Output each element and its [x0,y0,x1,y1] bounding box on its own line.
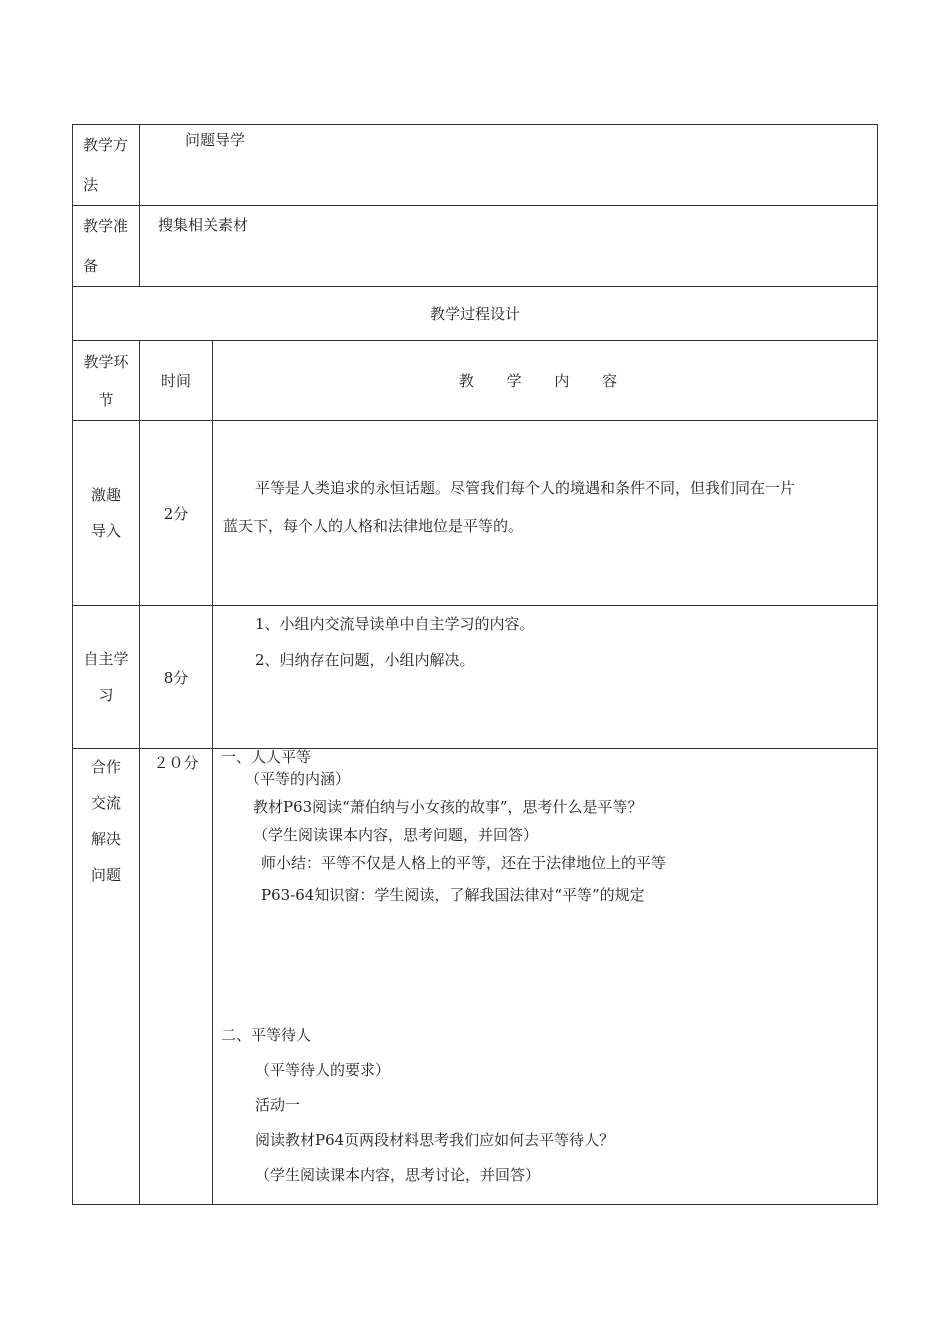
section-1-line-4: 师小结：平等不仅是人格上的平等，还在于法律地位上的平等 [261,854,667,872]
stage-intro-time: 2分 [140,421,213,606]
prep-label-line2: 备 [83,257,99,275]
process-title-row [73,287,878,341]
header-stage-line1: 教学环 [83,352,129,371]
header-content: 教 学 内 容 [213,341,878,421]
stage-coop-content [213,749,878,1205]
stage-coop-line2: 交流 [90,794,121,812]
section-1-line-1: （平等的内涵） [245,770,351,788]
stage-self-line1: 自主学 [83,650,129,668]
stage-self-line2: 习 [98,686,114,704]
stage-row-cooperate [73,749,878,1205]
header-stage-line2: 节 [98,390,114,409]
stage-self-time: 8分 [140,606,213,749]
section-2-line-2: 活动一 [255,1096,301,1114]
section-1-line-2: 教材P63阅读“萧伯纳与小女孩的故事”，思考什么是平等？ [253,798,643,816]
stage-intro-line1: 激趣 [90,486,121,504]
stage-self-label [73,606,140,749]
stage-coop-line4: 问题 [90,866,121,884]
section-2-line-1: （平等待人的要求） [255,1061,391,1079]
section-1-line-5: P63-64知识窗：学生阅读，了解我国法律对“平等”的规定 [261,886,645,904]
stage-row-self-study [73,606,878,749]
header-row [73,341,878,421]
stage-coop-label [73,749,140,1205]
section-2-line-4: （学生阅读课本内容，思考讨论，并回答） [255,1166,541,1184]
section-1-title: 一、人人平等 [221,748,312,766]
intro-paragraph-2: 蓝天下，每个人的人格和法律地位是平等的。 [223,517,524,535]
method-value: 问题导学 [140,125,878,206]
prep-label [73,206,140,287]
section-1-line-3: （学生阅读课本内容，思考问题，并回答） [253,826,539,844]
intro-paragraph-1: 平等是人类追求的永恒话题。尽管我们每个人的境遇和条件不同，但我们同在一片 [255,479,796,497]
method-row [73,125,878,206]
prep-row [73,206,878,287]
header-stage [73,341,140,421]
stage-row-intro [73,421,878,606]
self-item-1: 1、小组内交流导读单中自主学习的内容。 [255,615,535,633]
process-title: 教学过程设计 [73,287,878,341]
method-label-line1: 教学方 [83,136,129,154]
stage-intro-label [73,421,140,606]
header-time: 时间 [140,341,213,421]
lesson-plan-table [72,124,878,1205]
stage-self-content [213,606,878,749]
stage-intro-content [213,421,878,606]
method-label-line2: 法 [83,176,99,194]
method-label [73,125,140,206]
prep-value: 搜集相关素材 [140,206,878,287]
self-item-2: 2、归纳存在问题，小组内解决。 [255,651,475,669]
stage-coop-line3: 解决 [90,830,121,848]
stage-coop-time: ２０分 [140,749,213,1205]
stage-coop-line1: 合作 [90,758,121,776]
stage-intro-line2: 导入 [90,522,121,540]
section-2-title: 二、平等待人 [221,1026,312,1044]
prep-label-line1: 教学准 [83,217,129,235]
section-2-line-3: 阅读教材P64页两段材料思考我们应如何去平等待人？ [255,1131,615,1149]
